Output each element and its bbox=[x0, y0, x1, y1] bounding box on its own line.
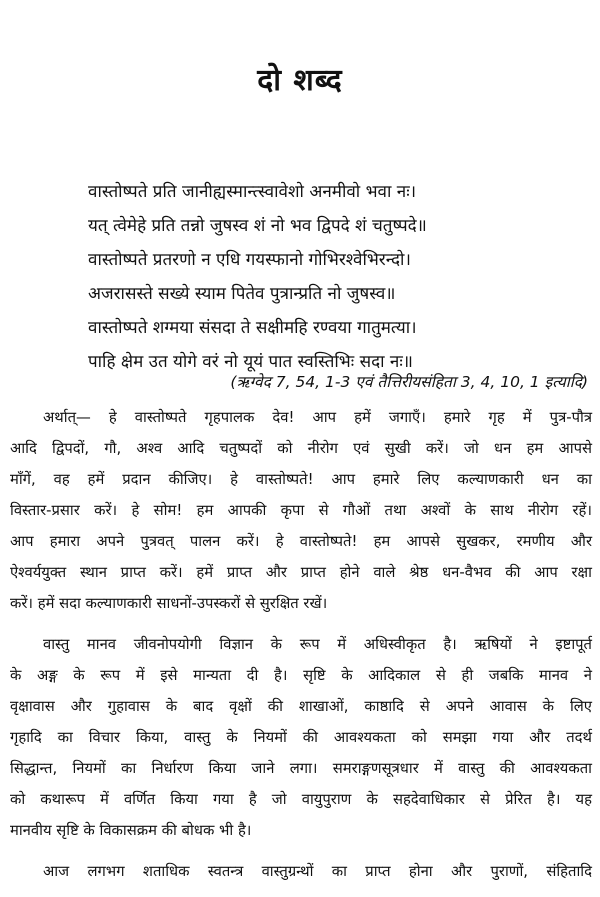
text-line: अर्थात्— हे वास्तोष्पते गृहपालक देव! आप हमें जगाएँ। हमारे गृह में पुत्र-पौत्र bbox=[43, 409, 592, 426]
verse-line: वास्तोष्पते प्रतरणो न एधि गयस्फानो गोभिरश्वेभिरन्दो। bbox=[88, 250, 411, 270]
text-line: विस्तार-प्रसार करें। हे सोम! हम आपकी कृपा से गौओं तथा अश्वों के साथ नीरोग रहें। bbox=[10, 502, 592, 519]
text-line: को कथारूप में वर्णित किया गया है जो वायुपुराण के सहदेवाधिकार से प्रेरित है। यह bbox=[10, 791, 592, 808]
text-line: सिद्धान्त, नियमों का निर्धारण किया जाने लगा। समराङ्गणसूत्रधार में वास्तु की आवश्यकता bbox=[10, 760, 592, 777]
paragraph-today bbox=[10, 856, 592, 887]
sanskrit-verse bbox=[88, 175, 593, 379]
text-line: वृक्षावास और गुहावास के बाद वृक्षों की शाखाओं, काष्ठादि से अपने आवास के लिए bbox=[10, 698, 592, 715]
page-title: दो शब्द bbox=[257, 63, 343, 98]
text-line: वास्तु मानव जीवनोपयोगी विज्ञान के रूप में अधिस्वीकृत है। ऋषियों ने इष्टापूर्त bbox=[43, 636, 592, 653]
paragraph-meaning bbox=[10, 402, 592, 619]
text-line: के अङ्ग के रूप में इसे मान्यता दी है। सृष्टि के आदिकाल से ही जबकि मानव ने bbox=[10, 667, 592, 684]
verse-line: वास्तोष्पते प्रति जानीह्यस्मान्त्स्वावेशो अनमीवो भवा नः। bbox=[88, 182, 417, 202]
text-line: माँगें, वह हमें प्रदान कीजिए। हे वास्तोष्पते! आप हमारे लिए कल्याणकारी धन का bbox=[10, 471, 592, 488]
text-line: आदि द्विपदों, गौ, अश्व आदि चतुष्पदों को नीरोग एवं सुखी करें। जो धन हम आपसे bbox=[10, 440, 592, 457]
text-line: ऐश्वर्ययुक्त स्थान प्राप्त करें। हमें प्राप्त और प्राप्त होने वाले श्रेष्ठ धन-वैभव की आप रक्षा bbox=[10, 564, 592, 581]
verse-line: वास्तोष्पते शग्मया संसदा ते सक्षीमहि रण्वया गातुमत्या। bbox=[88, 318, 417, 338]
body-text bbox=[10, 402, 592, 897]
text-line: करें। हमें सदा कल्याणकारी साधनों-उपस्करों से सुरक्षित रखें। bbox=[10, 595, 328, 612]
text-line: गृहादि का विचार किया, वास्तु के नियमों की आवश्यकता को समझा गया और तदर्थ bbox=[10, 729, 592, 746]
verse-line: अजरासस्ते सख्ये स्याम पितेव पुत्रान्प्रति नो जुषस्व॥ bbox=[88, 284, 396, 304]
verse-line: पाहि क्षेम उत योगे वरं नो यूयं पात स्वस्तिभिः सदा नः॥ bbox=[88, 352, 413, 372]
verse-line: यत् त्वेमेहे प्रति तन्नो जुषस्व शं नो भव द्विपदे शं चतुष्पदे॥ bbox=[88, 216, 427, 236]
paragraph-vastu bbox=[10, 629, 592, 846]
text-line: आज लगभग शताधिक स्वतन्त्र वास्तुग्रन्थों का प्राप्त होना और पुराणों, संहितादि bbox=[43, 863, 592, 880]
verse-citation: (ऋग्वेद 7, 54, 1-3 एवं तैत्तिरीयसंहिता 3, 4, 10, 1 इत्यादि) bbox=[230, 373, 588, 391]
text-line: आप हमारा अपने पुत्रवत् पालन करें। हे वास्तोष्पते! हम आपसे सुखकर, रमणीय और bbox=[10, 533, 592, 550]
text-line: मानवीय सृष्टि के विकासक्रम की बोधक भी है। bbox=[10, 822, 252, 839]
